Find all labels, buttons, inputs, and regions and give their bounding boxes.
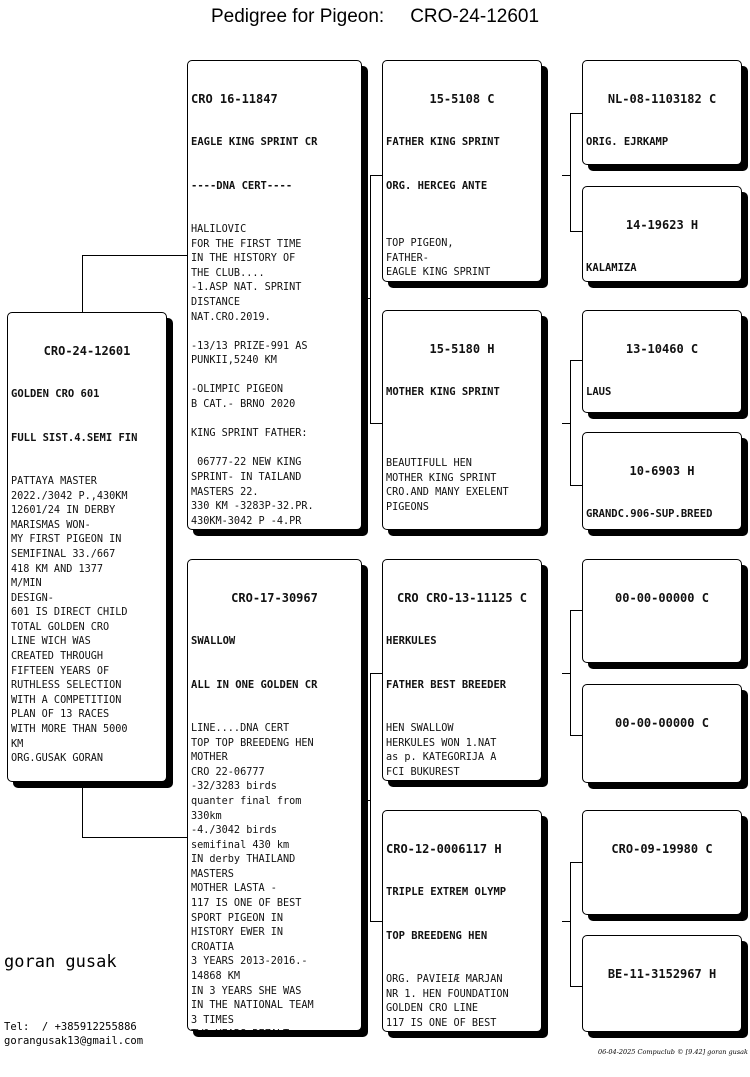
dsd-ring: 00-00-00000 C: [615, 716, 709, 731]
connector: [570, 360, 571, 485]
dam-sire-subtitle: FATHER BEST BREEDER: [386, 679, 507, 692]
sdd-ring: 10-6903 H: [629, 464, 695, 479]
dam-dam-name: TRIPLE EXTREM OLYMP: [386, 886, 507, 899]
dss-ring: 00-00-00000 C: [615, 591, 709, 606]
connector: [570, 610, 571, 735]
sds-ring: 13-10460 C: [625, 342, 699, 357]
connector: [562, 175, 570, 176]
connector: [562, 673, 570, 674]
sire-sire-ring: 15-5108 C: [429, 92, 495, 107]
dam-dam-sire-card[interactable]: [582, 810, 742, 915]
sire-sire-card[interactable]: [382, 60, 542, 282]
connector: [570, 862, 571, 986]
connector: [570, 360, 582, 361]
sire-sire-sire-card[interactable]: [582, 60, 742, 165]
sss-ring: NL-08-1103182 C: [607, 92, 717, 107]
sire-dam-dam-card[interactable]: [582, 432, 742, 530]
dam-subtitle: ALL IN ONE GOLDEN CR: [191, 679, 318, 692]
sire-sire-subtitle: ORG. HERCEG ANTE: [386, 180, 488, 193]
sire-dam-ring: 15-5180 H: [429, 342, 495, 357]
dam-sire-description: HEN SWALLOW HERKULES WON 1.NAT as p. KATEGORIJA A FCI BUKUREST: [386, 722, 497, 778]
owner-email: gorangusak13@gmail.com: [4, 1035, 144, 1047]
dam-dam-subtitle: TOP BREEDENG HEN: [386, 930, 488, 943]
sire-dam-description: BEAUTIFULL HEN MOTHER KING SPRINT CRO.AND MANY EXELENT PIGEONS: [386, 458, 509, 513]
connector: [362, 298, 370, 299]
owner-phone: Tel: / +385912255886: [4, 1021, 137, 1033]
subject-description: PATTAYA MASTER 2022./3042 P.,430KM 12601/24 IN DERBY MARISMAS WON- MY FIRST PIGEON IN SEMIFINAL 33./667 418 KM AND 1377 M/MIN DESIGN- 601 IS DIRECT CHILD TOTAL GOLDEN CRO LINE WICH WAS CREATED THROUGH FIFTEEN YEARS OF RUTHLESS SELECTION WITH A COMPETITION PLAN OF 13 RACES WITH MORE THAN 5000 KM ORG.GUSAK GORAN: [11, 475, 128, 765]
connector: [82, 255, 83, 312]
dam-sire-dam-card[interactable]: [582, 684, 742, 783]
dam-sire-sire-card[interactable]: [582, 559, 742, 663]
subject-subtitle: FULL SIST.4.SEMI FIN: [11, 432, 138, 445]
dds-ring: CRO-09-19980 C: [611, 842, 713, 857]
connector: [370, 423, 382, 424]
connector: [570, 113, 582, 114]
connector: [570, 862, 582, 863]
sire-sire-dam-card[interactable]: [582, 186, 742, 282]
sire-dam-card[interactable]: [382, 310, 542, 530]
connector: [370, 673, 382, 674]
connector: [82, 782, 83, 837]
connector: [570, 986, 582, 987]
page-title: [0, 6, 750, 28]
connector: [370, 175, 371, 423]
connector: [370, 175, 382, 176]
dam-sire-ring: CRO CRO-13-11125 C: [396, 591, 528, 606]
subject-name: GOLDEN CRO 601: [11, 388, 100, 401]
connector: [562, 423, 570, 424]
sire-card[interactable]: [187, 60, 362, 530]
dam-dam-ring: CRO-12-0006117 H: [386, 842, 502, 857]
sdd-name: GRANDC.906-SUP.BREED: [586, 508, 713, 521]
dam-dam-card[interactable]: [382, 810, 542, 1032]
sire-sire-name: FATHER KING SPRINT: [386, 136, 500, 149]
subject-card[interactable]: [7, 312, 167, 782]
dam-card[interactable]: [187, 559, 362, 1031]
sire-dam-name: MOTHER KING SPRINT: [386, 386, 500, 399]
sire-subtitle: ----DNA CERT----: [191, 180, 293, 193]
connector: [370, 921, 382, 922]
dam-sire-name: HERKULES: [386, 635, 437, 648]
ssd-name: KALAMIZA: [586, 262, 637, 275]
connector: [562, 921, 570, 922]
connector: [570, 610, 582, 611]
connector: [570, 735, 582, 736]
dam-ring: CRO-17-30967: [231, 591, 318, 606]
ssd-ring: 14-19623 H: [625, 218, 699, 233]
connector: [570, 485, 582, 486]
sds-name: LAUS: [586, 386, 612, 399]
software-stamp: 06-04-2025 Compuclub © [9.42] goran gusak: [597, 1048, 748, 1056]
dam-sire-card[interactable]: [382, 559, 542, 781]
dam-description: LINE....DNA CERT TOP TOP BREEDENG HEN MOTHER CRO 22-06777 -32/3283 birds quanter final from 330km -4./3042 birds semifinal 430 km IN derby THAILAND MASTERS MOTHER LASTA - 117 IS ONE OF BEST SPORT PIGEON IN HISTORY EWER IN CROATIA 3 YEARS 2013-2016.- 14868 KM IN 3 YEARS SHE WAS IN THE NATIONAL TEAM 3 TIMES: [191, 722, 314, 1026]
ddd-ring: BE-11-3152967 H: [607, 967, 717, 982]
dam-dam-dam-card[interactable]: [582, 935, 742, 1032]
sire-description: HALILOVIC FOR THE FIRST TIME IN THE HISTORY OF THE CLUB.... -1.ASP NAT. SPRINT DISTANCE NAT.CRO.2019. -13/13 PRIZE-991 AS PUNKII,5240 KM -OLIMPIC PIGEON B CAT.- BRNO 2020 KING SPRINT FATHER: 06777-22 NEW KING SPRINT- IN TAILAND MASTERS 22. 330 KM -3283P-32.PR. 430KM-3042 P -4.PR: [191, 223, 314, 527]
connector: [362, 800, 370, 801]
dam-name: SWALLOW: [191, 635, 236, 648]
connector: [82, 255, 187, 256]
sire-dam-sire-card[interactable]: [582, 310, 742, 413]
sire-sire-description: TOP PIGEON, FATHER- EAGLE KING SPRINT: [386, 237, 491, 279]
sss-name: ORIG. EJRKAMP: [586, 136, 669, 149]
sire-name: EAGLE KING SPRINT CR: [191, 136, 318, 149]
title-ring: CRO-24-12601: [410, 6, 540, 27]
title-label: Pedigree for Pigeon:: [210, 6, 385, 27]
connector: [570, 113, 571, 231]
subject-ring: CRO-24-12601: [43, 344, 131, 359]
sire-ring: CRO 16-11847: [191, 92, 278, 107]
connector: [570, 231, 582, 232]
owner-contact: [4, 1020, 143, 1048]
connector: [370, 673, 371, 921]
owner-name: goran gusak: [4, 952, 117, 972]
connector: [82, 837, 187, 838]
dam-dam-description: ORG. PAVIEIÆ MARJAN NR 1. HEN FOUNDATION GOLDEN CRO LINE 117 IS ONE OF BEST: [386, 973, 509, 1029]
